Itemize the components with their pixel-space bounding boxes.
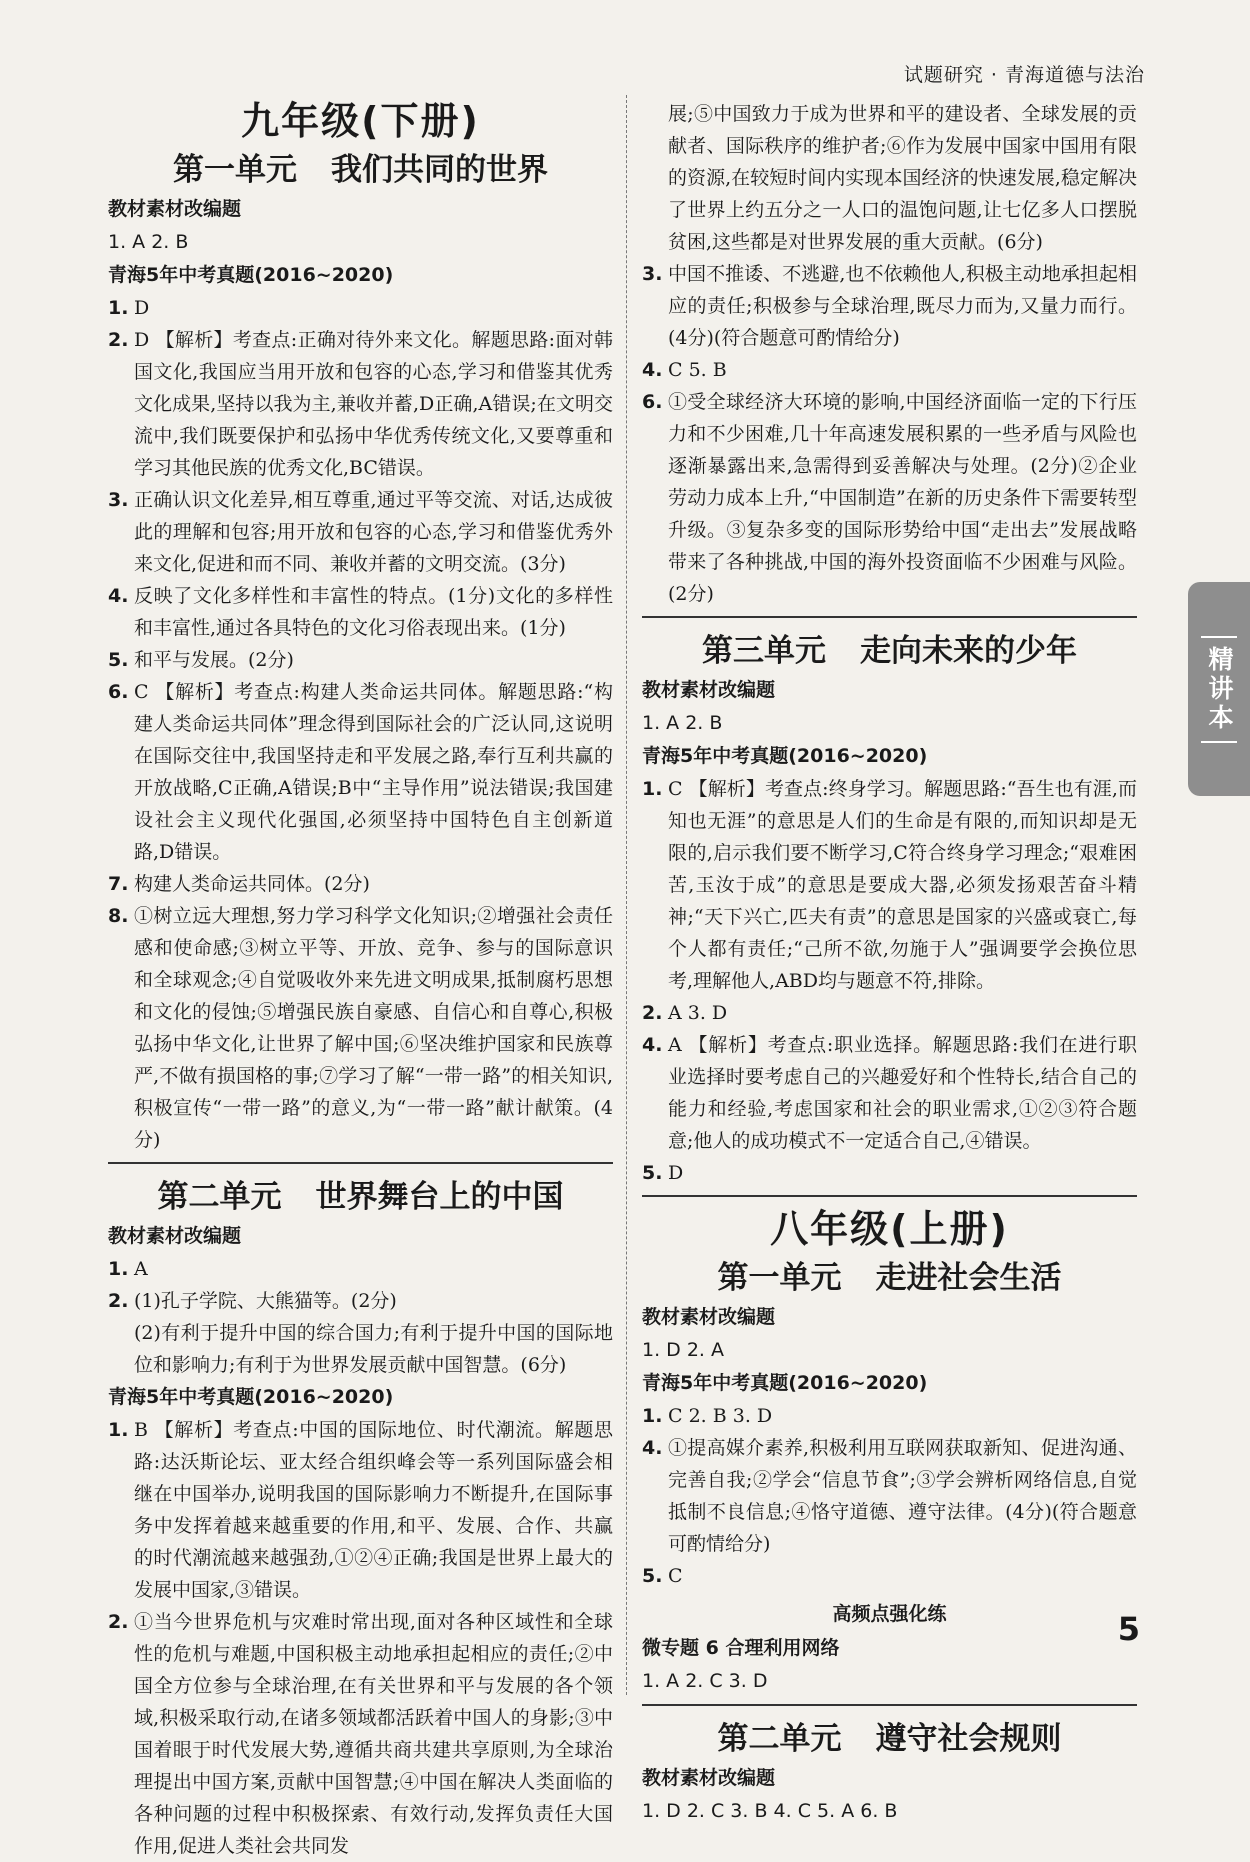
section-heading: 教材素材改编题: [642, 1767, 776, 1789]
answer-item: 3. 正确认识文化差异,相互尊重,通过平等交流、对话,达成彼此的理解和包容;用开放和包容的心态,学习和借鉴优秀外来文化,促进和而不同、兼收并蓄的文明交流。(3分): [108, 489, 613, 575]
answer-item: 2. ①当今世界危机与灾难时常出现,面对各种区域性和全球性的危机与难题,中国积极主动地承担起相应的责任;②中国全方位参与全球治理,在有关世界和平与发展的各个领域,积极采取行动,在诸多领域都活跃着中国人的身影;③中国着眼于时代发展大势,遵循共商共建共享原则,为全球治理提出中国方案,贡献中国智慧;④中国在解决人类面临的各种问题的过程中积极探索、有效行动,发挥负责任大国作用,促进人类社会共同发: [108, 1611, 613, 1857]
answer-item: 5. D: [642, 1162, 684, 1184]
answer-item: 8. ①树立远大理想,努力学习科学文化知识;②增强社会责任感和使命感;③树立平等、开放、竞争、参与的国际意识和全球观念;④自觉吸收外来先进文明成果,抵制腐朽思想和文化的侵蚀;⑤增强民族自豪感、自信心和自尊心,积极弘扬中华文化,让世界了解中国;⑥坚决维护国家和民族尊严,不做有损国格的事;⑦学习了解“一带一路”的相关知识,积极宣传“一带一路”的意义,为“一带一路”献计献策。(4分): [108, 905, 613, 1151]
answer-item: 2. D 【解析】考查点:正确对待外来文化。解题思路:面对韩国文化,我国应当用开放和包容的心态,学习和借鉴其优秀文化成果,坚持以我为主,兼收并蓄,D正确,A错误;在文明交流中,我们既要保护和弘扬中华优秀传统文化,又要尊重和学习其他民族的优秀文化,BC错误。: [108, 329, 613, 479]
answer-item: 5. C: [642, 1565, 683, 1587]
g8-unit-title-2: 第二单元 遵守社会规则: [642, 1704, 1137, 1762]
answer-line: 1. A 2. B: [108, 231, 189, 253]
unit-title-2: 第二单元 世界舞台上的中国: [108, 1162, 613, 1220]
grade-title-9b: 九年级(下册): [241, 99, 480, 143]
section-heading: 青海5年中考真题(2016~2020): [108, 264, 394, 286]
page-number: 5: [1117, 1610, 1140, 1648]
unit-title-3: 第三单元 走向未来的少年: [642, 616, 1137, 674]
answer-item: 1. D: [108, 297, 150, 319]
g8-unit-title-1: 第一单元 走进社会生活: [717, 1260, 1062, 1296]
answer-line: 1. A 2. B: [642, 712, 723, 734]
section-heading: 教材素材改编题: [642, 679, 776, 701]
side-tab-label: 精讲本: [1201, 636, 1237, 743]
answer-line: 1. D 2. A: [642, 1339, 725, 1361]
answer-item: 2. A 3. D: [642, 1002, 728, 1024]
answer-item: 4. A 【解析】考查点:职业选择。解题思路:我们在进行职业选择时要考虑自己的兴趣爱好和个性特长,结合自己的能力和经验,考虑国家和社会的职业需求,①②③符合题意;他人的成功模式不一定适合自己,④错误。: [642, 1034, 1137, 1152]
answer-item: 4. C 5. B: [642, 359, 727, 381]
section-heading: 教材素材改编题: [108, 1225, 242, 1247]
answer-list: [108, 292, 613, 1156]
running-header: 试题研究 · 青海道德与法治: [903, 64, 1145, 86]
right-column: [642, 98, 1137, 1828]
side-tab: [1188, 582, 1250, 796]
left-column: [108, 95, 613, 1862]
answer-item: 3. 中国不推诿、不逃避,也不依赖他人,积极主动地承担起相应的责任;积极参与全球治理,既尽力而为,又量力而行。(4分)(符合题意可酌情给分): [642, 263, 1137, 349]
answer-line: 1. D 2. C 3. B 4. C 5. A 6. B: [642, 1800, 898, 1822]
answer-item: 4. 反映了文化多样性和丰富性的特点。(1分)文化的多样性和丰富性,通过各具特色的文化习俗表现出来。(1分): [108, 585, 613, 639]
column-divider: [626, 95, 627, 1695]
answer-item: 1. C 2. B 3. D: [642, 1405, 773, 1427]
micro-topic-heading: 微专题 6 合理利用网络: [642, 1637, 840, 1659]
answer-continuation: 展;⑤中国致力于成为世界和平的建设者、全球发展的贡献者、国际秩序的维护者;⑥作为发展中国家中国用有限的资源,在较短时间内实现本国经济的快速发展,稳定解决了世界上约五分之一人口的温饱问题,让七亿多人口摆脱贫困,这些都是对世界发展的重大贡献。(6分): [668, 103, 1137, 253]
answer-item: 2. (1)孔子学院、大熊猫等。(2分): [108, 1290, 397, 1312]
unit-title-1: 第一单元 我们共同的世界: [173, 152, 548, 188]
answer-item: 6. ①受全球经济大环境的影响,中国经济面临一定的下行压力和不少困难,几十年高速发展积累的一些矛盾与风险也逐渐暴露出来,急需得到妥善解决与处理。(2分)②企业劳动力成本上升,“中国制造”在新的历史条件下需要转型升级。③复杂多变的国际形势给中国“走出去”发展战略带来了各种挑战,中国的海外投资面临不少困难与风险。(2分): [642, 391, 1137, 605]
answer-item: 6. C 【解析】考查点:构建人类命运共同体。解题思路:“构建人类命运共同体”理念得到国际社会的广泛认同,这说明在国际交往中,我国坚持走和平发展之路,奉行互利共赢的开放战略,C正确,A错误;B中“主导作用”说法错误;我国建设社会主义现代化强国,必须坚持中国特色自主创新道路,D错误。: [108, 681, 613, 863]
practice-title: 高频点强化练: [832, 1603, 947, 1625]
section-heading: 青海5年中考真题(2016~2020): [642, 745, 928, 767]
answer-continuation: (2)有利于提升中国的综合国力;有利于提升中国的国际地位和影响力;有利于为世界发展贡献中国智慧。(6分): [134, 1322, 613, 1376]
answer-item: 1. A: [108, 1258, 148, 1280]
section-heading: 教材素材改编题: [642, 1306, 776, 1328]
section-heading: 青海5年中考真题(2016~2020): [108, 1386, 394, 1408]
answer-line: 1. A 2. C 3. D: [642, 1670, 768, 1692]
section-heading: 青海5年中考真题(2016~2020): [642, 1372, 928, 1394]
answer-item: 5. 和平与发展。(2分): [108, 649, 294, 671]
grade-title-8a: 八年级(上册): [642, 1195, 1137, 1255]
answer-item: 1. C 【解析】考查点:终身学习。解题思路:“吾生也有涯,而知也无涯”的意思是人们的生命是有限的,而知识却是无限的,启示我们要不断学习,C符合终身学习理念;“艰难困苦,玉汝于成”的意思是要成大器,必须发扬艰苦奋斗精神;“天下兴亡,匹夫有责”的意思是国家的兴盛或衰亡,每个人都有责任;“己所不欲,勿施于人”强调要学会换位思考,理解他人,ABD均与题意不符,排除。: [642, 778, 1137, 992]
section-heading: 教材素材改编题: [108, 198, 242, 220]
answer-item: 4. ①提高媒介素养,积极利用互联网获取新知、促进沟通、完善自我;②学会“信息节食”;③学会辨析网络信息,自觉抵制不良信息;④恪守道德、遵守法律。(4分)(符合题意可酌情给分): [642, 1437, 1137, 1555]
answer-item: 1. B 【解析】考查点:中国的国际地位、时代潮流。解题思路:达沃斯论坛、亚太经合组织峰会等一系列国际盛会相继在中国举办,说明我国的国际影响力不断提升,在国际事务中发挥着越来越重要的作用,和平、发展、合作、共赢的时代潮流越来越强劲,①②④正确;我国是世界上最大的发展中国家,③错误。: [108, 1419, 613, 1601]
answer-item: 7. 构建人类命运共同体。(2分): [108, 873, 370, 895]
